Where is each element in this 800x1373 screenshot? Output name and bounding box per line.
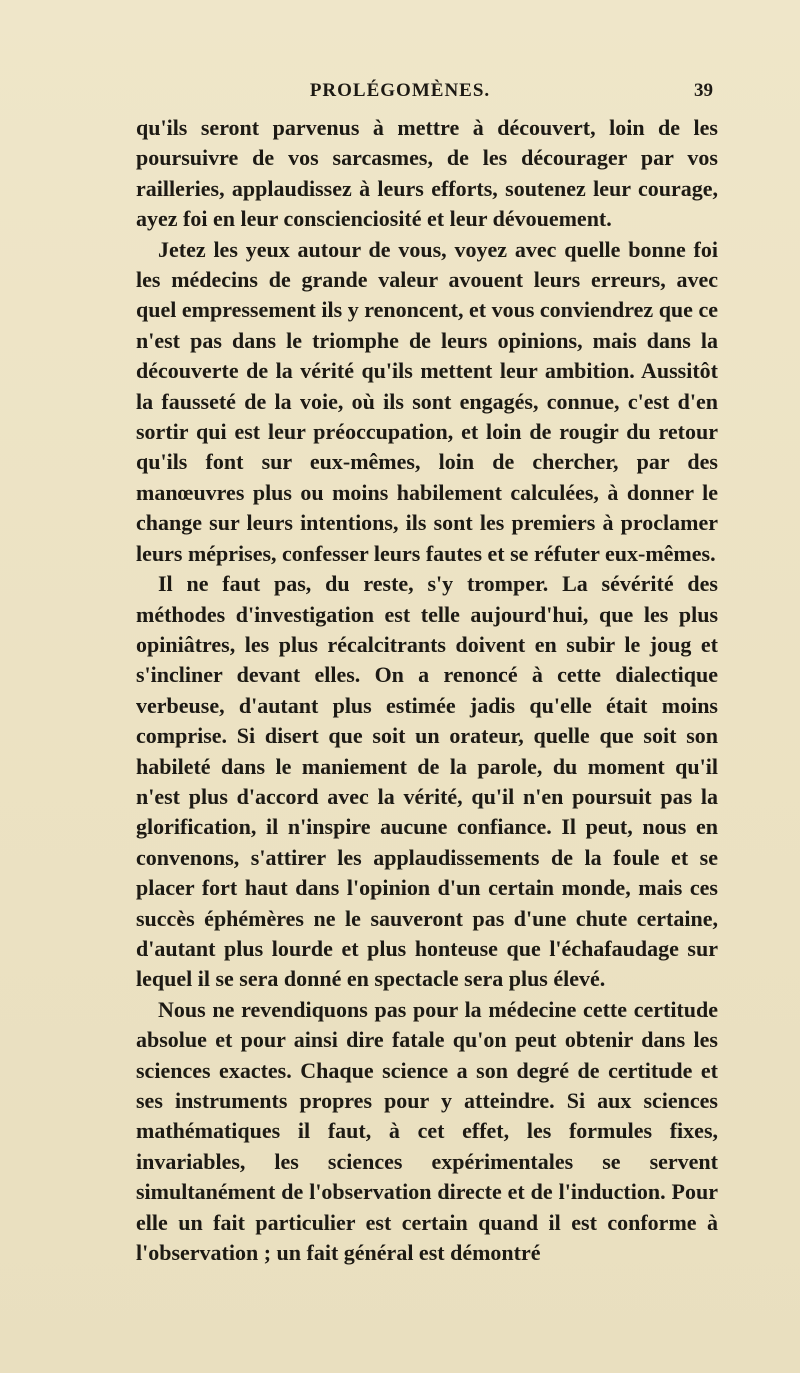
running-head <box>0 80 800 104</box>
paragraph-1: qu'ils seront parvenus à mettre à découvert, loin de les poursuivre de vos sarcasmes, de les décourager par vos railleries, applaudissez à leurs efforts, soutenez leur courage, ayez foi en leur conscienciosité et leur dévouement. <box>136 115 718 232</box>
paragraph-2: Jetez les yeux autour de vous, voyez avec quelle bonne foi les médecins de grande valeur avouent leurs erreurs, avec quel empressement ils y renoncent, et vous conviendrez que ce n'est pas dans le triomphe de leurs opinions, mais dans la découverte de la vérité qu'ils mettent leur ambition. Aussitôt la fausseté de la voie, où ils sont engagés, connue, c'est d'en sortir qui est leur préoccupation, et loin de rougir du retour qu'ils font sur eux-mêmes, loin de chercher, par des manœuvres plus ou moins habilement calculées, à donner le change sur leurs intentions, ils sont les premiers à proclamer leurs méprises, confesser leurs fautes et se réfuter eux-mêmes. <box>136 236 718 566</box>
paragraph-4: Nous ne revendiquons pas pour la médecine cette certitude absolue et pour ainsi dire fatale qu'on peut obtenir dans les sciences exactes. Chaque science a son degré de certitude et ses instruments propres pour y atteindre. Si aux sciences mathématiques il faut, à cet effet, les formules fixes, invariables, les sciences expérimentales se servent simultanément de l'observation directe et de l'induction. Pour elle un fait particulier est certain quand il est conforme à l'observation ; un fait général est démontré <box>136 996 718 1266</box>
running-title: PROLÉGOMÈNES. <box>309 80 491 101</box>
paragraph-3: Il ne faut pas, du reste, s'y tromper. La sévérité des méthodes d'investigation est telle aujourd'hui, que les plus opiniâtres, les plus récalcitrants doivent en subir le joug et s'incliner devant elles. On a renoncé à cette dialectique verbeuse, d'autant plus estimée jadis qu'elle était moins comprise. Si disert que soit un orateur, quelle que soit son habileté dans le maniement de la parole, du moment qu'il n'est plus d'accord avec la vérité, qu'il n'en poursuit pas la glorification, il n'inspire aucune confiance. Il peut, nous en convenons, s'attirer les applaudissements de la foule et se placer fort haut dans l'opinion d'un certain monde, mais ces succès éphémères ne le sauveront pas d'une chute certaine, d'autant plus lourde et plus honteuse que l'échafaudage sur lequel il se sera donné en spectacle sera plus élevé. <box>136 571 718 992</box>
page-number: 39 <box>694 80 713 101</box>
body-text <box>136 113 718 1268</box>
